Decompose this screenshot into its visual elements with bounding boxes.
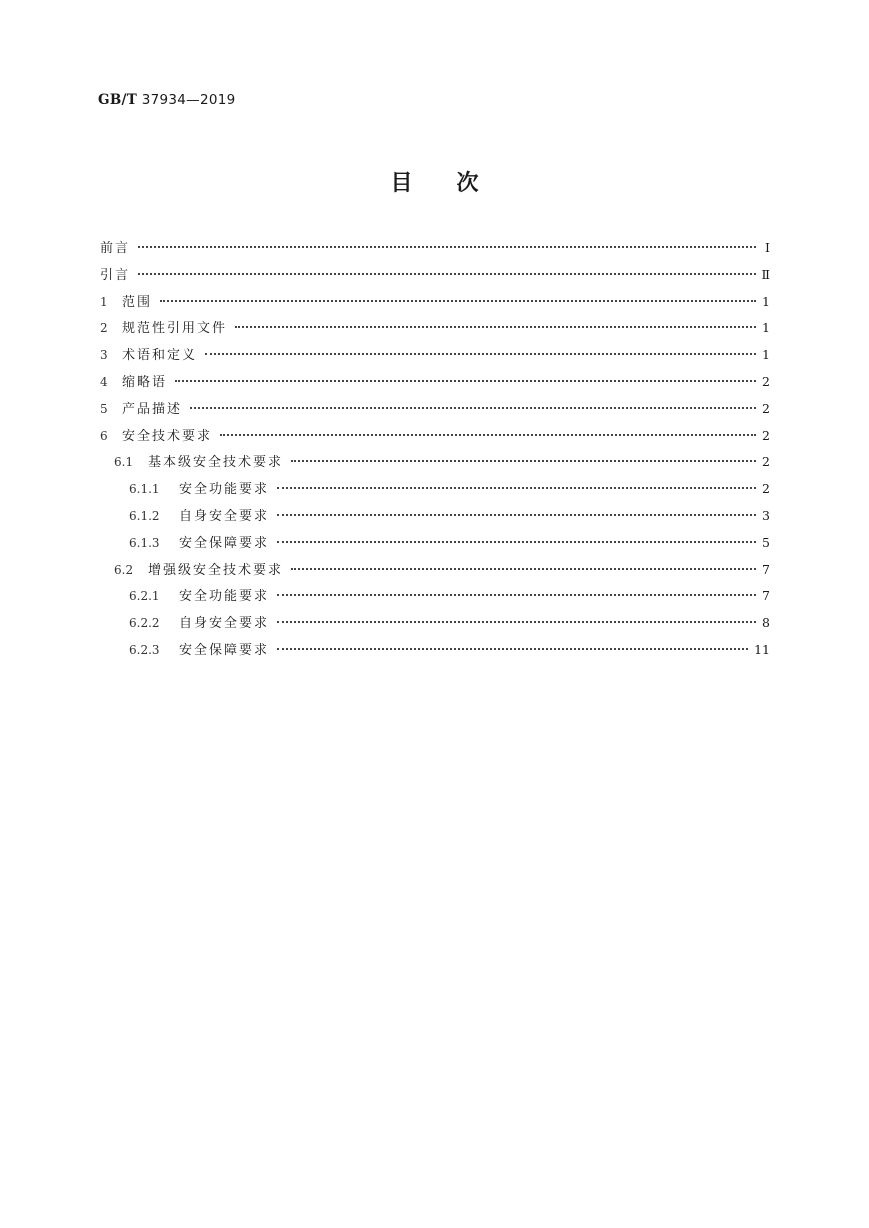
toc-entry-label: 范围 — [122, 294, 153, 310]
toc-entry-page: 11 — [754, 641, 770, 657]
toc-entry-number: 5 — [100, 401, 108, 416]
toc-entry-label: 前言 — [100, 241, 131, 256]
toc-entry[interactable] — [100, 423, 770, 450]
toc-dot-leader — [291, 568, 756, 570]
toc-dot-leader — [277, 648, 748, 650]
toc-entry-label: 术语和定义 — [122, 348, 198, 364]
toc-entry-page: 1 — [762, 347, 770, 363]
toc-dot-leader — [138, 246, 756, 248]
toc-entry-page: Ⅰ — [765, 240, 770, 255]
toc-dot-leader — [277, 514, 756, 516]
toc-dot-leader — [205, 353, 756, 355]
toc-entry[interactable] — [100, 476, 770, 503]
toc-entry-page: 8 — [762, 615, 770, 631]
toc-entry-page: 5 — [762, 534, 770, 550]
toc-dot-leader — [277, 594, 756, 596]
standard-number — [98, 92, 236, 108]
toc-entry[interactable] — [100, 315, 770, 342]
toc-entry[interactable] — [100, 396, 770, 423]
toc-entry-label: 缩略语 — [122, 374, 168, 390]
toc-entry-page: 2 — [762, 481, 770, 497]
toc-entry-label: 安全保障要求 — [179, 535, 270, 551]
toc-entry-number: 6 — [100, 428, 108, 443]
toc-dot-leader — [220, 434, 756, 436]
standard-code: 37934—2019 — [141, 92, 236, 108]
toc-entry[interactable] — [100, 557, 770, 584]
toc-entry-number: 6.2.1 — [129, 589, 160, 604]
toc-dot-leader — [277, 487, 756, 489]
toc-dot-leader — [277, 541, 756, 543]
toc-entry-page: Ⅱ — [761, 266, 770, 282]
toc-entry-label: 安全功能要求 — [179, 589, 270, 605]
toc-entry-page: 2 — [762, 454, 770, 470]
toc-entry-number: 3 — [100, 348, 108, 363]
toc-entry-page: 3 — [762, 507, 770, 523]
toc-entry[interactable] — [100, 610, 770, 637]
table-of-contents — [100, 235, 770, 664]
toc-entry-label: 安全保障要求 — [179, 642, 270, 658]
toc-entry-number: 1 — [100, 294, 108, 309]
toc-entry-number: 6.2 — [114, 562, 134, 577]
toc-entry-label: 自身安全要求 — [179, 508, 270, 524]
toc-entry-number: 6.1.1 — [129, 482, 160, 497]
standard-prefix: GB/T — [98, 92, 138, 108]
toc-entry-page: 1 — [762, 293, 770, 309]
toc-entry-label: 产品描述 — [122, 401, 183, 417]
toc-entry-page: 2 — [762, 427, 770, 443]
toc-entry[interactable] — [100, 637, 770, 664]
toc-entry[interactable] — [100, 530, 770, 557]
toc-entry-number: 4 — [100, 374, 108, 389]
toc-entry-label: 安全技术要求 — [122, 428, 213, 444]
toc-dot-leader — [190, 407, 756, 409]
toc-entry[interactable] — [100, 583, 770, 610]
toc-entry-label: 安全功能要求 — [179, 482, 270, 498]
toc-dot-leader — [235, 326, 756, 328]
toc-entry[interactable] — [100, 503, 770, 530]
toc-dot-leader — [160, 300, 756, 302]
toc-entry-number: 6.1 — [114, 455, 134, 470]
toc-entry[interactable] — [100, 342, 770, 369]
toc-entry-label: 增强级安全技术要求 — [148, 562, 284, 578]
toc-entry-number: 2 — [100, 321, 108, 336]
toc-entry-label: 规范性引用文件 — [122, 321, 228, 337]
toc-entry-page: 1 — [762, 320, 770, 336]
toc-entry-page: 7 — [762, 588, 770, 604]
toc-entry-page: 2 — [762, 373, 770, 389]
toc-entry[interactable] — [100, 262, 770, 289]
toc-entry-page: 2 — [762, 400, 770, 416]
toc-entry-label: 基本级安全技术要求 — [148, 455, 284, 471]
toc-dot-leader — [138, 273, 755, 275]
toc-entry-number: 6.2.3 — [129, 642, 160, 657]
toc-entry[interactable] — [100, 289, 770, 316]
toc-entry-number: 6.2.2 — [129, 616, 160, 631]
toc-entry[interactable] — [100, 235, 770, 262]
toc-dot-leader — [175, 380, 756, 382]
toc-entry[interactable] — [100, 449, 770, 476]
toc-entry-label: 引言 — [100, 267, 131, 283]
toc-entry[interactable] — [100, 369, 770, 396]
toc-entry-number: 6.1.2 — [129, 508, 160, 523]
toc-dot-leader — [277, 621, 756, 623]
toc-entry-label: 自身安全要求 — [179, 616, 270, 632]
toc-entry-page: 7 — [762, 561, 770, 577]
toc-entry-number: 6.1.3 — [129, 535, 160, 550]
toc-title: 目次 — [390, 171, 523, 196]
toc-dot-leader — [291, 460, 756, 462]
